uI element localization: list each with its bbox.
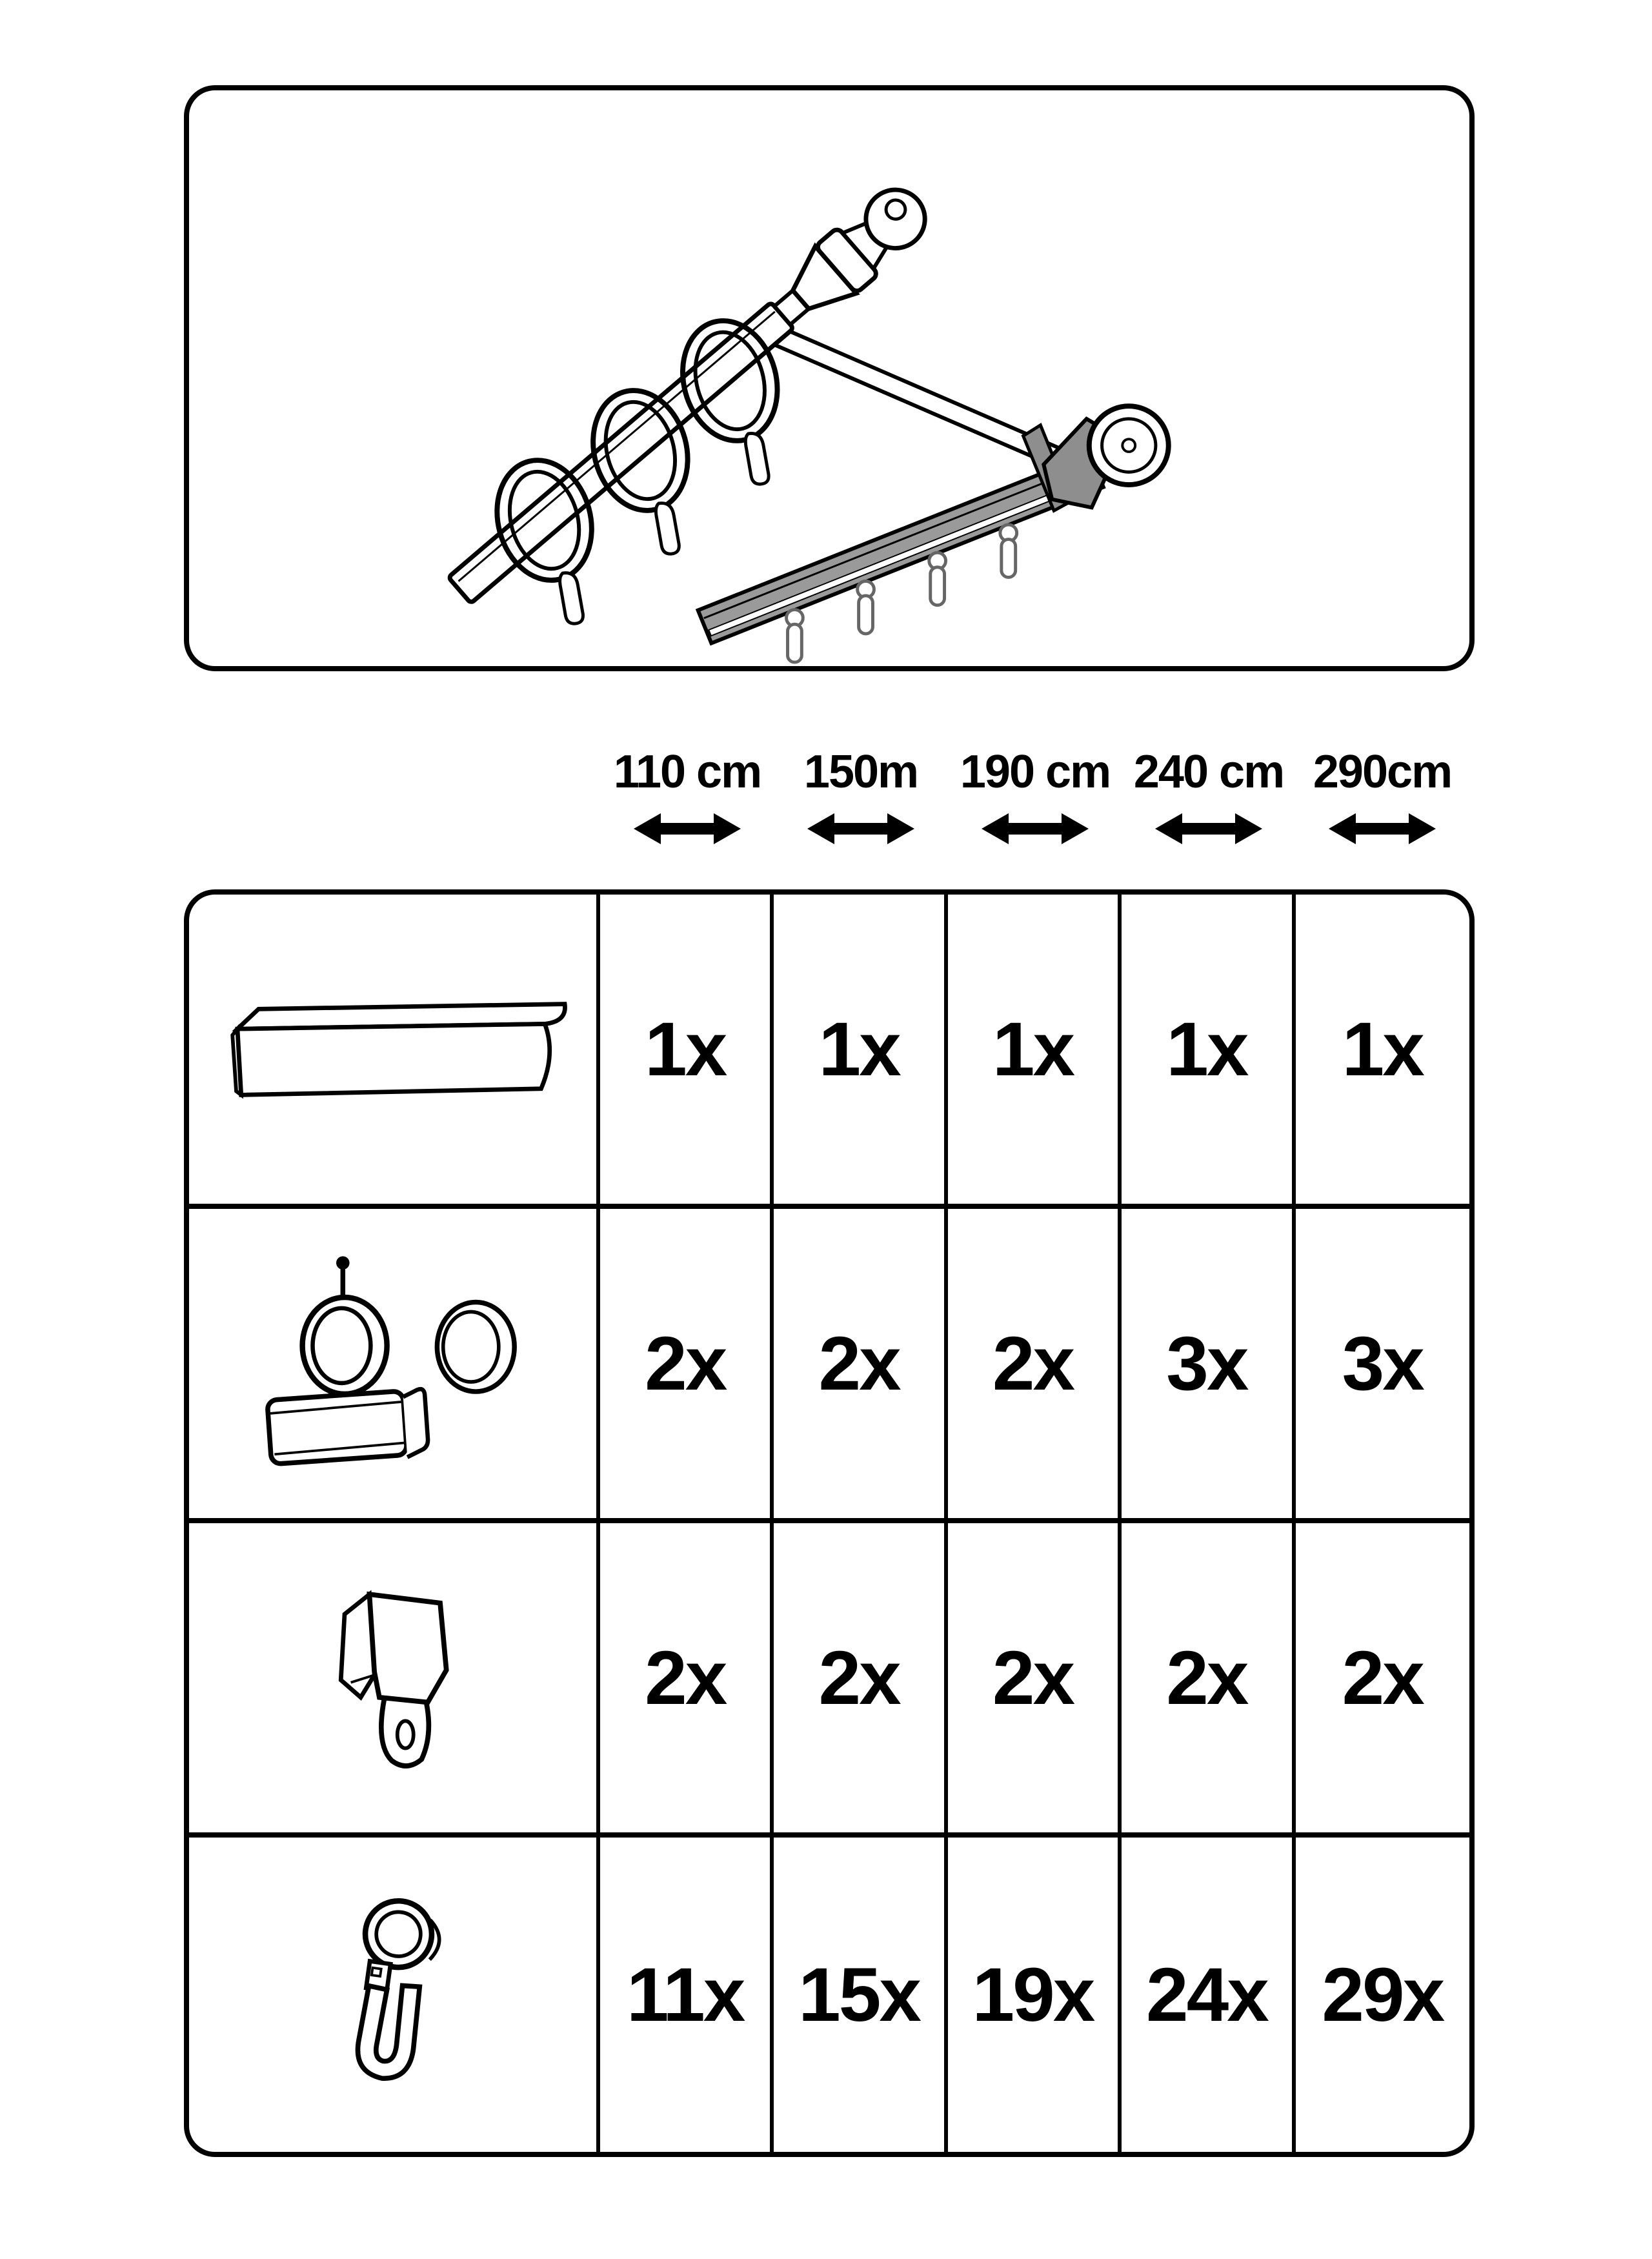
count-value: 24x <box>1145 1952 1267 2038</box>
count-value: 2x <box>992 1321 1074 1406</box>
count-cell <box>774 1209 947 1523</box>
count-cell <box>948 895 1122 1209</box>
glider-hook-icon <box>328 1890 458 2100</box>
count-cell <box>600 1838 774 2152</box>
count-cell <box>774 895 947 1209</box>
count-cell <box>1296 1838 1469 2152</box>
curtain-rod-and-rail-illustration <box>189 90 1469 666</box>
rail-bar-icon <box>219 997 567 1102</box>
size-label: 150m <box>803 746 918 798</box>
part-cell-end-stop <box>189 1523 600 1838</box>
count-cell <box>600 895 774 1209</box>
count-cell <box>948 1838 1122 2152</box>
count-cell <box>1296 1523 1469 1838</box>
count-value: 15x <box>798 1952 920 2038</box>
part-cell-rail-bar <box>189 895 600 1209</box>
count-value: 3x <box>1342 1321 1423 1406</box>
count-value: 2x <box>1342 1635 1423 1721</box>
count-cell <box>1122 1838 1295 2152</box>
count-cell <box>774 1523 947 1838</box>
parts-table <box>184 889 1475 2157</box>
count-cell <box>948 1523 1122 1838</box>
size-column-290 <box>1292 747 1473 847</box>
width-arrow-icon <box>634 811 741 847</box>
size-label: 240 cm <box>1133 746 1284 798</box>
count-value: 1x <box>645 1006 726 1092</box>
size-label: 190 cm <box>960 746 1111 798</box>
width-arrow-icon <box>982 811 1089 847</box>
count-value: 11x <box>627 1952 744 2038</box>
part-cell-glider-hook <box>189 1838 600 2152</box>
count-value: 2x <box>1166 1635 1247 1721</box>
count-cell <box>1122 895 1295 1209</box>
count-cell <box>1122 1523 1295 1838</box>
count-value: 19x <box>972 1952 1094 2038</box>
width-arrow-icon <box>807 811 914 847</box>
count-value: 1x <box>992 1006 1074 1092</box>
size-column-190 <box>945 747 1125 847</box>
count-cell <box>600 1523 774 1838</box>
count-value: 2x <box>818 1635 900 1721</box>
count-value: 1x <box>818 1006 900 1092</box>
count-value: 1x <box>1166 1006 1247 1092</box>
count-cell <box>1296 1209 1469 1523</box>
end-stop-icon <box>312 1575 474 1781</box>
count-value: 29x <box>1322 1952 1444 2038</box>
count-value: 2x <box>992 1635 1074 1721</box>
bracket-with-rings-icon <box>251 1253 535 1475</box>
count-value: 2x <box>645 1635 726 1721</box>
size-column-150 <box>771 747 951 847</box>
size-column-240 <box>1118 747 1299 847</box>
count-value: 2x <box>645 1321 726 1406</box>
count-value: 3x <box>1166 1321 1247 1406</box>
count-cell <box>774 1838 947 2152</box>
width-arrow-icon <box>1155 811 1262 847</box>
part-cell-bracket-with-rings <box>189 1209 600 1523</box>
size-column-110 <box>597 747 778 847</box>
count-cell <box>948 1209 1122 1523</box>
size-label: 110 cm <box>613 746 761 798</box>
illustration-panel <box>184 85 1475 671</box>
width-arrow-icon <box>1329 811 1436 847</box>
count-value: 1x <box>1342 1006 1423 1092</box>
count-value: 2x <box>818 1321 900 1406</box>
size-label: 290cm <box>1313 746 1452 798</box>
count-cell <box>1296 895 1469 1209</box>
wall-plate <box>1089 406 1169 485</box>
count-cell <box>600 1209 774 1523</box>
count-cell <box>1122 1209 1295 1523</box>
